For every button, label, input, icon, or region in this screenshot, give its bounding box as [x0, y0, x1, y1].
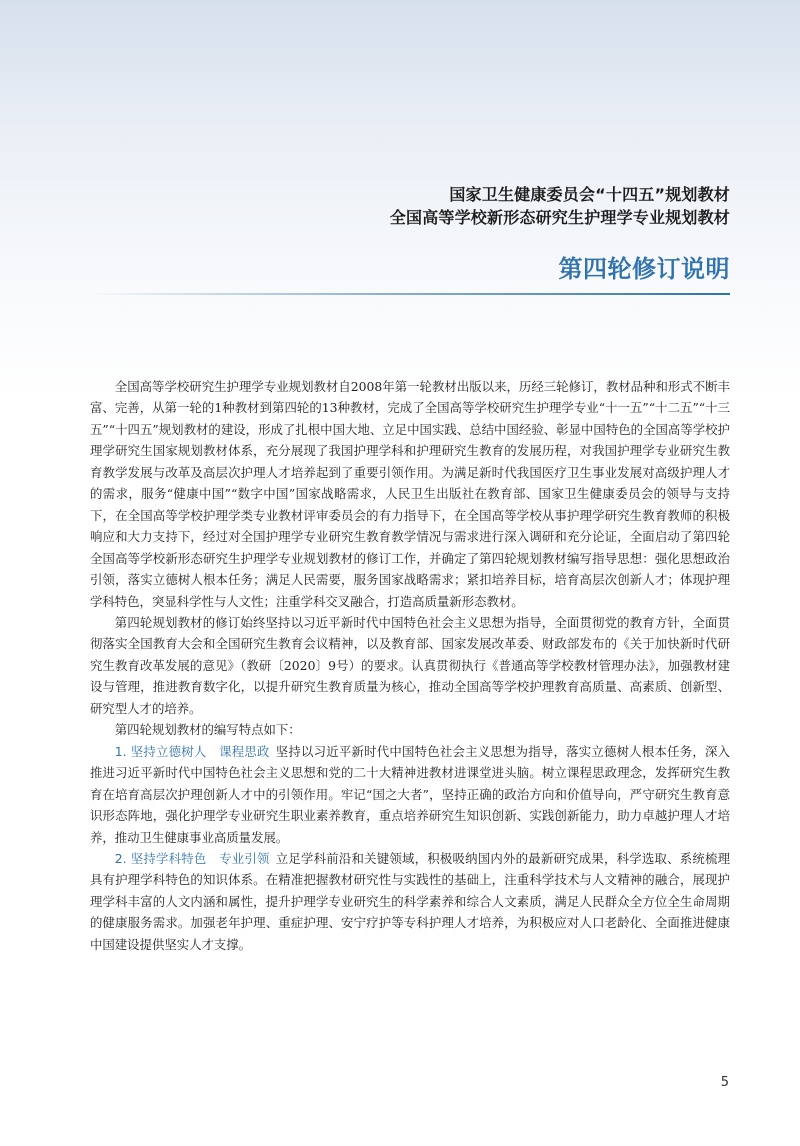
feature-item-1: [90, 741, 730, 848]
feature-heading-1: 1. 坚持立德树人 课程思政: [114, 743, 270, 759]
feature-text-2: 立足学科前沿和关键领域，积极吸纳国内外的最新研究成果，科学选取、系统梳理具有护理学科特色的知识体系。在精准把握教材研究性与实践性的基础上，注重科学技术与人文精神的融合，展现护理学科丰富的人文内涵和属性，提升护理学专业研究生的科学素养和综合人文素质，满足人民群众全方位全生命周期的健康服务需求。加强老年护理、重症护理、安宁疗护等专科护理人才培养，为积极应对人口老龄化、全面推进健康中国建设提供坚实人才支撑。: [90, 850, 730, 952]
feature-item-2: [90, 848, 730, 955]
paragraph-guidance: 第四轮规划教材的修订始终坚持以习近平新时代中国特色社会主义思想为指导，全面贯彻党的教育方针，全面贯彻落实全国教育大会和全国研究生教育会议精神，以及教育部、国家发展改革委、财政部发布的《关于加快新时代研究生教育改革发展的意见》（教研〔2020〕9号）的要求。认真贯彻执行《普通高等学校教材管理办法》，加强教材建设与管理，推进教育数字化，以提升研究生教育质量为核心，推动全国高等学校护理教育高质量、高素质、创新型、研究型人才的培养。: [90, 614, 730, 716]
body-text: [90, 376, 730, 955]
title-divider: [88, 293, 730, 295]
page-number: 5: [720, 1075, 729, 1090]
series-header: [390, 183, 730, 229]
paragraph-intro: 全国高等学校研究生护理学专业规划教材自2008年第一轮教材出版以来，历经三轮修订，教材品种和形式不断丰富、完善，从第一轮的1种教材到第四轮的13种教材，完成了全国高等学校研究生护理学专业“十一五”“十二五”“十三五”“十四五”规划教材的建设，形成了扎根中国大地、立足中国实践、总结中国经验、彰显中国特色的全国高等学校护理学研究生国家规划教材体系，充分展现了我国护理学科和护理研究生教育的发展历程，对我国护理学专业研究生教育教学发展与改革及高层次护理人才培养起到了重要引领作用。为满足新时代我国医疗卫生事业发展对高级护理人才的需求，服务“健康中国”“数字中国”国家战略需求，人民卫生出版社在教育部、国家卫生健康委员会的领导与支持下，在全国高等学校护理学类专业教材评审委员会的有力指导下，在全国高等学校从事护理学研究生教育教师的积极响应和大力支持下，经过对全国护理学专业研究生教育教学情况与需求进行深入调研和充分论证，全面启动了第四轮全国高等学校新形态研究生护理学专业规划教材的修订工作，并确定了第四轮规划教材编写指导思想：强化思想政治引领，落实立德树人根本任务；满足人民需要，服务国家战略需求；紧扣培养目标，培育高层次创新人才；体现护理学科特色，突显科学性与人文性；注重学科交叉融合，打造高质量新形态教材。: [90, 379, 730, 609]
feature-text-1: 坚持以习近平新时代中国特色社会主义思想为指导，落实立德树人根本任务，深入推进习近平新时代中国特色社会主义思想和党的二十大精神进教材进课堂进头脑。树立课程思政理念，发挥研究生教育在培育高层次护理创新人才中的引领作用。牢记“国之大者”，坚持正确的政治方向和价值导向，严守研究生教育意识形态阵地，强化护理学专业研究生职业素养教育，重点培养研究生知识创新、实践创新能力，助力卓越护理人才培养，推动卫生健康事业高质量发展。: [90, 743, 730, 845]
feature-heading-2: 2. 坚持学科特色 专业引领: [114, 850, 270, 866]
paragraph-features-intro: 第四轮规划教材的编写特点如下：: [114, 722, 301, 738]
series-title-line2: 全国高等学校新形态研究生护理学专业规划教材: [389, 208, 730, 227]
series-title-line1: 国家卫生健康委员会“十四五”规划教材: [449, 185, 730, 204]
page-title: 第四轮修订说明: [558, 255, 730, 283]
